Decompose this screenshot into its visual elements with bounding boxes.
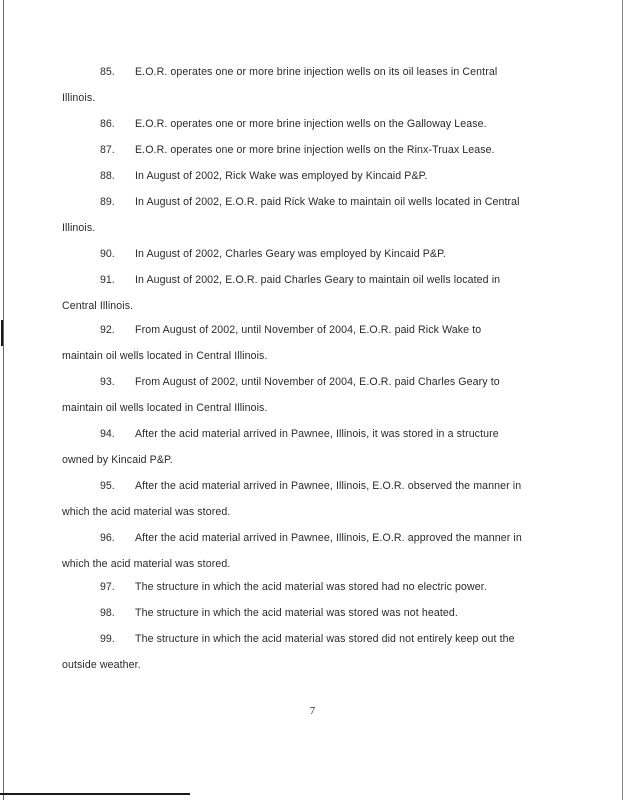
paragraph-number: 94. — [100, 428, 115, 440]
paragraph-line: The structure in which the acid material was stored did not entirely keep out the — [135, 633, 515, 645]
paragraph-line: which the acid material was stored. — [62, 506, 231, 518]
scan-edge-mark — [1, 320, 3, 346]
paragraph-line: Illinois. — [62, 92, 96, 104]
paragraph-line: After the acid material arrived in Pawnee, Illinois, it was stored in a structure — [135, 428, 499, 440]
paragraph-number: 95. — [100, 480, 115, 492]
paragraph-line: In August of 2002, Rick Wake was employed by Kincaid P&P. — [135, 170, 428, 182]
paragraph-line: From August of 2002, until November of 2004, E.O.R. paid Rick Wake to — [135, 324, 482, 336]
scan-edge-right — [622, 0, 623, 800]
paragraph-line: owned by Kincaid P&P. — [62, 454, 173, 466]
paragraph-line: E.O.R. operates one or more brine injection wells on the Galloway Lease. — [135, 118, 487, 130]
paragraph-line: outside weather. — [62, 659, 141, 671]
paragraph-line: In August of 2002, E.O.R. paid Rick Wake to maintain oil wells located in Central — [135, 196, 520, 208]
paragraph-line: From August of 2002, until November of 2004, E.O.R. paid Charles Geary to — [135, 376, 500, 388]
paragraph-line: Illinois. — [62, 222, 96, 234]
paragraph-number: 97. — [100, 581, 115, 593]
paragraph-line: After the acid material arrived in Pawnee, Illinois, E.O.R. observed the manner in — [135, 480, 522, 492]
scan-edge-left — [3, 0, 4, 800]
paragraph-line: E.O.R. operates one or more brine injection wells on the Rinx-Truax Lease. — [135, 144, 495, 156]
paragraph-number: 96. — [100, 532, 115, 544]
paragraph-number: 99. — [100, 633, 115, 645]
paragraph-number: 98. — [100, 607, 115, 619]
paragraph-line: maintain oil wells located in Central Illinois. — [62, 402, 268, 414]
paragraph-number: 85. — [100, 66, 115, 78]
paragraph-line: In August of 2002, Charles Geary was employed by Kincaid P&P. — [135, 248, 446, 260]
paragraph-line: The structure in which the acid material was stored was not heated. — [135, 607, 458, 619]
paragraph-number: 86. — [100, 118, 115, 130]
paragraph-number: 91. — [100, 274, 115, 286]
paragraph-line: Central Illinois. — [62, 300, 134, 312]
scan-edge-bottom — [0, 793, 190, 795]
paragraph-number: 92. — [100, 324, 115, 336]
paragraph-number: 93. — [100, 376, 115, 388]
paragraph-line: The structure in which the acid material was stored had no electric power. — [135, 581, 487, 593]
paragraph-number: 88. — [100, 170, 115, 182]
paragraph-line: In August of 2002, E.O.R. paid Charles Geary to maintain oil wells located in — [135, 274, 501, 286]
paragraph-line: which the acid material was stored. — [62, 558, 231, 570]
paragraph-line: E.O.R. operates one or more brine injection wells on its oil leases in Central — [135, 66, 498, 78]
paragraph-number: 87. — [100, 144, 115, 156]
paragraph-number: 89. — [100, 196, 115, 208]
paragraph-line: After the acid material arrived in Pawnee, Illinois, E.O.R. approved the manner in — [135, 532, 522, 544]
paragraph-line: maintain oil wells located in Central Illinois. — [62, 350, 268, 362]
paragraph-number: 90. — [100, 248, 115, 260]
page-number: 7 — [309, 705, 316, 717]
